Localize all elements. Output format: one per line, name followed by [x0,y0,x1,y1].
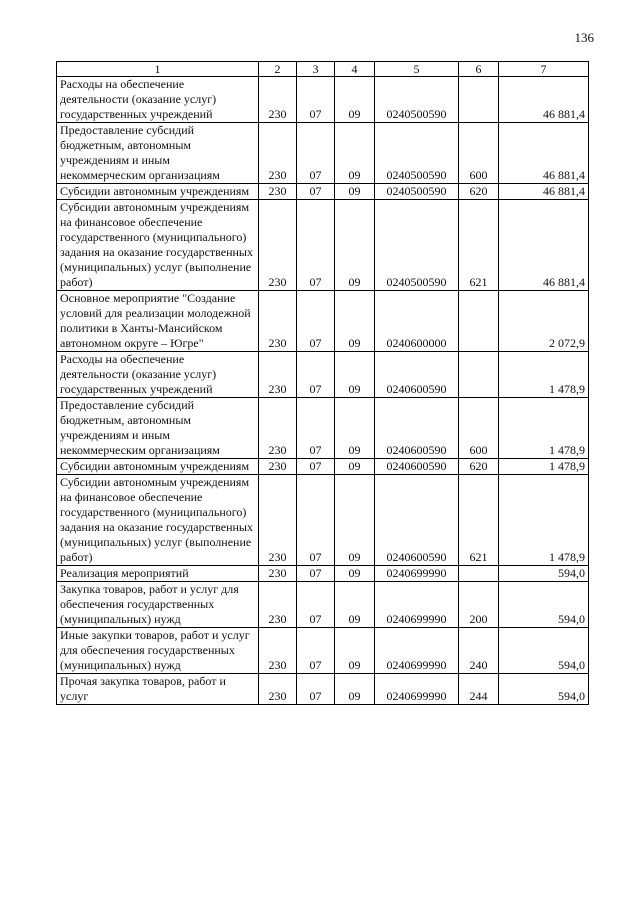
table-row [57,566,589,582]
row-amount-cell: 594,0 [499,566,589,582]
table-row [57,200,589,291]
row-expense-type-cell [459,77,499,123]
row-amount-cell: 594,0 [499,628,589,674]
row-section-cell: 07 [297,582,335,628]
row-expense-type-cell: 600 [459,398,499,459]
table-row [57,475,589,566]
row-code-cell: 230 [259,184,297,200]
row-target-article-cell: 0240600590 [375,475,459,566]
table-row [57,184,589,200]
row-code-cell: 230 [259,123,297,184]
row-expense-type-cell: 240 [459,628,499,674]
row-amount-cell: 46 881,4 [499,200,589,291]
row-amount-cell: 594,0 [499,582,589,628]
row-section-cell: 07 [297,184,335,200]
row-code-cell: 230 [259,566,297,582]
row-amount-cell: 594,0 [499,674,589,705]
row-subsection-cell: 09 [335,184,375,200]
row-target-article-cell: 0240600590 [375,459,459,475]
row-name-cell: Закупка товаров, работ и услуг для обеспечения государственных (муниципальных) нужд [57,582,259,628]
row-target-article-cell: 0240600000 [375,291,459,352]
row-target-article-cell: 0240600590 [375,352,459,398]
row-name-cell: Расходы на обеспечение деятельности (оказание услуг) государственных учреждений [57,352,259,398]
row-expense-type-cell: 244 [459,674,499,705]
row-amount-cell: 46 881,4 [499,77,589,123]
row-target-article-cell: 0240600590 [375,398,459,459]
row-expense-type-cell: 621 [459,475,499,566]
budget-table [56,61,589,705]
row-amount-cell: 1 478,9 [499,352,589,398]
row-expense-type-cell: 620 [459,459,499,475]
row-subsection-cell: 09 [335,459,375,475]
row-expense-type-cell [459,291,499,352]
row-section-cell: 07 [297,123,335,184]
column-header: 3 [297,62,335,77]
row-section-cell: 07 [297,352,335,398]
row-subsection-cell: 09 [335,77,375,123]
row-expense-type-cell [459,352,499,398]
row-name-cell: Субсидии автономным учреждениям на финансовое обеспечение государственного (муниципального) задания на оказание государственных (муниципальных) услуг (выполнение работ) [57,475,259,566]
row-subsection-cell: 09 [335,291,375,352]
row-section-cell: 07 [297,291,335,352]
column-header: 7 [499,62,589,77]
row-expense-type-cell: 620 [459,184,499,200]
row-expense-type-cell: 200 [459,582,499,628]
row-code-cell: 230 [259,628,297,674]
column-header: 5 [375,62,459,77]
page-number: 136 [574,30,594,45]
table-row [57,674,589,705]
table-row [57,628,589,674]
row-name-cell: Предоставление субсидий бюджетным, автономным учреждениям и иным некоммерческим организациям [57,123,259,184]
row-name-cell: Субсидии автономным учреждениям [57,459,259,475]
row-target-article-cell: 0240500590 [375,123,459,184]
row-name-cell: Субсидии автономным учреждениям на финансовое обеспечение государственного (муниципального) задания на оказание государственных (муниципальных) услуг (выполнение работ) [57,200,259,291]
row-target-article-cell: 0240500590 [375,184,459,200]
row-subsection-cell: 09 [335,566,375,582]
row-code-cell: 230 [259,398,297,459]
row-section-cell: 07 [297,459,335,475]
row-target-article-cell: 0240699990 [375,674,459,705]
row-amount-cell: 2 072,9 [499,291,589,352]
row-target-article-cell: 0240699990 [375,628,459,674]
row-name-cell: Основное мероприятие "Создание условий для реализации молодежной политики в Ханты-Мансийском автономном округе – Югре" [57,291,259,352]
row-subsection-cell: 09 [335,582,375,628]
row-subsection-cell: 09 [335,674,375,705]
row-amount-cell: 1 478,9 [499,398,589,459]
table-row [57,398,589,459]
row-section-cell: 07 [297,674,335,705]
row-amount-cell: 1 478,9 [499,459,589,475]
row-name-cell: Прочая закупка товаров, работ и услуг [57,674,259,705]
table-row [57,582,589,628]
row-amount-cell: 46 881,4 [499,184,589,200]
table-body [57,77,589,705]
row-code-cell: 230 [259,674,297,705]
row-subsection-cell: 09 [335,200,375,291]
column-header: 4 [335,62,375,77]
row-code-cell: 230 [259,352,297,398]
table-header-row [57,62,589,77]
row-subsection-cell: 09 [335,475,375,566]
row-target-article-cell: 0240500590 [375,77,459,123]
row-target-article-cell: 0240699990 [375,582,459,628]
row-name-cell: Иные закупки товаров, работ и услуг для обеспечения государственных (муниципальных) нужд [57,628,259,674]
row-target-article-cell: 0240500590 [375,200,459,291]
row-section-cell: 07 [297,628,335,674]
table-row [57,291,589,352]
row-code-cell: 230 [259,77,297,123]
column-header: 2 [259,62,297,77]
row-code-cell: 230 [259,291,297,352]
row-code-cell: 230 [259,582,297,628]
row-target-article-cell: 0240699990 [375,566,459,582]
row-expense-type-cell [459,566,499,582]
row-expense-type-cell: 600 [459,123,499,184]
row-code-cell: 230 [259,200,297,291]
table-row [57,123,589,184]
table-row [57,459,589,475]
row-amount-cell: 1 478,9 [499,475,589,566]
row-code-cell: 230 [259,475,297,566]
row-section-cell: 07 [297,566,335,582]
row-subsection-cell: 09 [335,398,375,459]
row-expense-type-cell: 621 [459,200,499,291]
row-name-cell: Предоставление субсидий бюджетным, автономным учреждениям и иным некоммерческим организациям [57,398,259,459]
row-name-cell: Реализация мероприятий [57,566,259,582]
row-amount-cell: 46 881,4 [499,123,589,184]
row-code-cell: 230 [259,459,297,475]
column-header: 6 [459,62,499,77]
row-subsection-cell: 09 [335,628,375,674]
table-row [57,352,589,398]
column-header: 1 [57,62,259,77]
row-section-cell: 07 [297,398,335,459]
row-name-cell: Субсидии автономным учреждениям [57,184,259,200]
row-subsection-cell: 09 [335,123,375,184]
row-section-cell: 07 [297,77,335,123]
row-subsection-cell: 09 [335,352,375,398]
table-row [57,77,589,123]
row-section-cell: 07 [297,475,335,566]
row-section-cell: 07 [297,200,335,291]
row-name-cell: Расходы на обеспечение деятельности (оказание услуг) государственных учреждений [57,77,259,123]
